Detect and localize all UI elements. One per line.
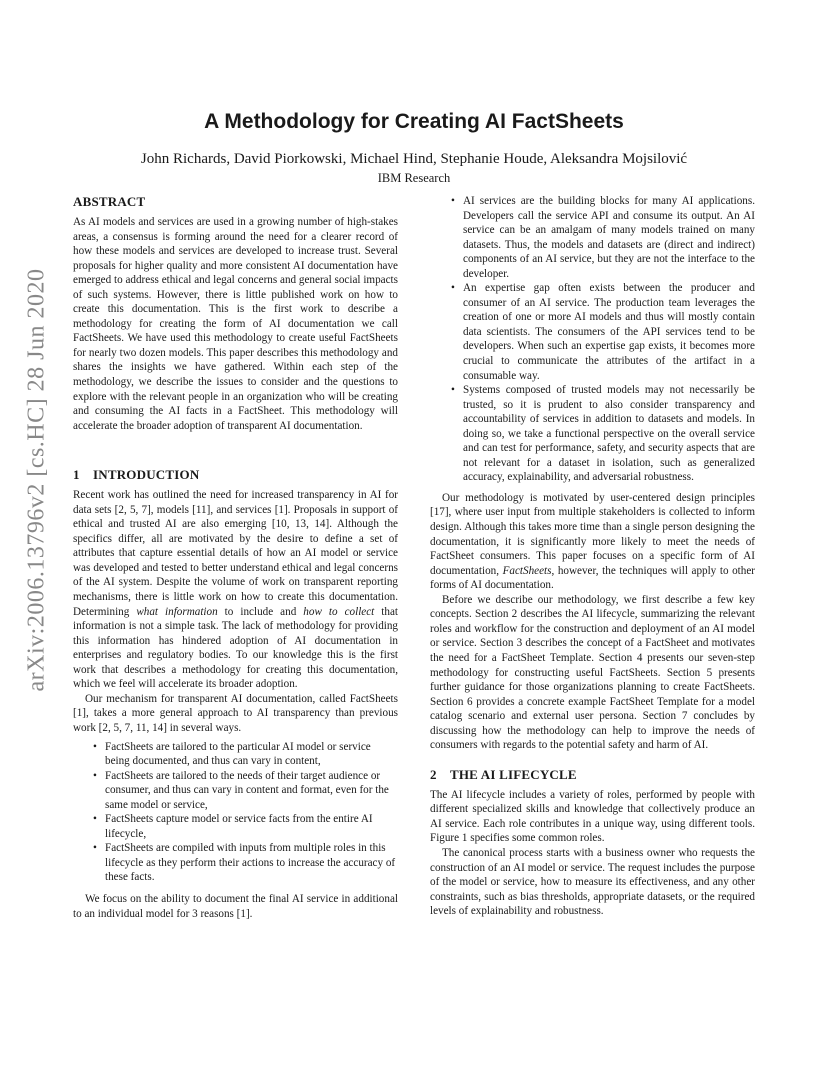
list-item: • FactSheets are tailored to the needs of their target audience or consumer, and thus can vary in content and format, even for the same model or service, bbox=[73, 769, 398, 813]
list-item: • Systems composed of trusted models may not necessarily be trusted, so it is prudent to also consider transparency and accountability of services in addition to datasets and models. In doing so, we take a functional perspective on the overall service and can test for performance, safety, and security aspects that are not relevant for a dataset in isolation, such as generalized accuracy, explainability, and adversarial robustness. bbox=[430, 383, 755, 485]
section-heading-ai-lifecycle bbox=[430, 767, 755, 783]
section-title: INTRODUCTION bbox=[93, 467, 200, 483]
intro-paragraph-4 bbox=[430, 491, 755, 593]
list-item: • FactSheets are tailored to the particular AI model or service being documented, and thus can vary in content, bbox=[73, 740, 398, 769]
lifecycle-paragraph-1: The AI lifecycle includes a variety of roles, performed by people with different specialized skills and knowledge that collectively produce an AI service. Each role contributes in a unique way, using different tools. Figure 1 specifies some common roles. bbox=[430, 788, 755, 845]
reasons-bullet-list bbox=[430, 194, 755, 485]
section-title: THE AI LIFECYCLE bbox=[450, 766, 577, 782]
left-column bbox=[73, 194, 398, 921]
intro-paragraph-1 bbox=[73, 488, 398, 692]
list-item: • FactSheets capture model or service facts from the entire AI lifecycle, bbox=[73, 812, 398, 841]
list-item: • An expertise gap often exists between the producer and consumer of an AI service. The production team leverages the creation of one or more AI models and thus will mostly contain data scientists. The consumers of the API services tend to be developers. When such an expertise gap exists, it becomes more crucial to communicate the attributes of the artifact in a consumable way. bbox=[430, 281, 755, 383]
arxiv-stamp-text: arXiv:2006.13796v2 [cs.HC] 28 Jun 2020 bbox=[23, 268, 50, 692]
author-list: John Richards, David Piorkowski, Michael Hind, Stephanie Houde, Aleksandra Mojsilović bbox=[140, 151, 688, 167]
text-run: Recent work has outlined the need for increased transparency in AI for data sets [2, 5, 7], models [11], and services [1]. Proposals in support of ethical and trusted AI are also emerging [10, 13, 14]. Although the specifics differ, all are motivated by the desire to define a set of attributes that capture essential details of how an AI model or service was developed and tested to better understand ethical and legal concerns of the AI system. Despite the volume of work on transparent reporting mechanisms, there is little work on how to create this documentation. Determining bbox=[73, 489, 398, 618]
section-heading-introduction bbox=[73, 467, 398, 483]
text-run: that information is not a simple task. The lack of methodology for providing this information has hindered adoption of AI documentation in enterprises and regulatory bodies. To our knowledge this is the first work that describes a methodology for creating this documentation, which we feel will accelerate its broader adoption. bbox=[73, 605, 399, 691]
right-column bbox=[430, 194, 755, 919]
lifecycle-paragraph-2: The canonical process starts with a business owner who requests the construction of an AI model or service. The request includes the purpose of the model or service, how to measure its effectiveness, and any other constraints, such as bias thresholds, appropriate datasets, or the required levels of explainability and robustness. bbox=[430, 846, 755, 918]
abstract-heading: ABSTRACT bbox=[73, 194, 146, 209]
emphasis: FactSheets bbox=[502, 564, 552, 577]
text-run: to include and bbox=[217, 605, 304, 618]
intro-paragraph-2: Our mechanism for transparent AI documentation, called FactSheets [1], takes a more general approach to AI transparency than previous work [2, 5, 7, 11, 14] in several ways. bbox=[73, 692, 398, 734]
section-number: 2 bbox=[430, 766, 437, 782]
intro-paragraph-5: Before we describe our methodology, we first describe a few key concepts. Section 2 describes the AI lifecycle, summarizing the relevant roles and workflow for the construction and deployment of an AI model or service. Section 3 describes the concept of a FactSheet and motivates the need for a FactSheet Template. Section 4 presents our seven-step methodology for constructing useful FactSheets. Section 5 presents further guidance for those organizations planning to create FactSheets. Section 6 provides a concrete example FactSheet Template for a model catalog scenario and external user persona. Section 7 concludes by discussing how the methodology can help to improve the needs of consumers with regards to the potential safety and harm of AI. bbox=[430, 593, 755, 752]
affiliation: IBM Research bbox=[377, 171, 451, 185]
text-run: , however, the techniques will apply to other forms of AI documentation. bbox=[430, 564, 755, 592]
abstract-text: As AI models and services are used in a growing number of high-stakes areas, a consensus is forming around the need for a clearer record of how these models and services are developed to increase trust. Several proposals for higher quality and more consistent AI documentation have emerged to address ethical and legal concerns and general social impacts of such systems. However, there is little published work on how to create this documentation. This is the first work to describe a methodology for creating the form of AI documentation we call FactSheets. We have used this methodology to create useful FactSheets for nearly two dozen models. This paper describes this methodology and shares the insights we have gathered. Within each step of the methodology, we describe the issues to consider and the questions to explore with the relevant people in an organization who will be creating and consuming the AI facts in a FactSheet. This methodology will accelerate the broader adoption of transparent AI documentation. bbox=[73, 216, 398, 432]
section-number: 1 bbox=[73, 467, 80, 483]
list-item: • FactSheets are compiled with inputs from multiple roles in this lifecycle as they perform their actions to increase the accuracy of these facts. bbox=[73, 841, 398, 885]
intro-bullet-list bbox=[73, 740, 398, 885]
text-run: Our methodology is motivated by user-centered design principles [17], where user input from multiple stakeholders is collected to inform design. Although this takes more time than a single person designing the documentation, it is significantly more likely to meet the needs of FactSheet consumers. This paper focuses on a specific form of AI documentation, bbox=[430, 491, 755, 577]
list-item: • AI services are the building blocks for many AI applications. Developers call the service API and consume its output. An AI service can be an amalgam of many models trained on many datasets. Thus, the models and datasets are (direct and indirect) components of an AI service, but they are not the interface to the developer. bbox=[430, 194, 755, 281]
paper-title: A Methodology for Creating AI FactSheets bbox=[204, 110, 624, 133]
intro-paragraph-3: We focus on the ability to document the final AI service in additional to an individual model for 3 reasons [1]. bbox=[73, 892, 398, 920]
emphasis: what information bbox=[136, 605, 218, 618]
emphasis: how to collect bbox=[303, 605, 375, 618]
